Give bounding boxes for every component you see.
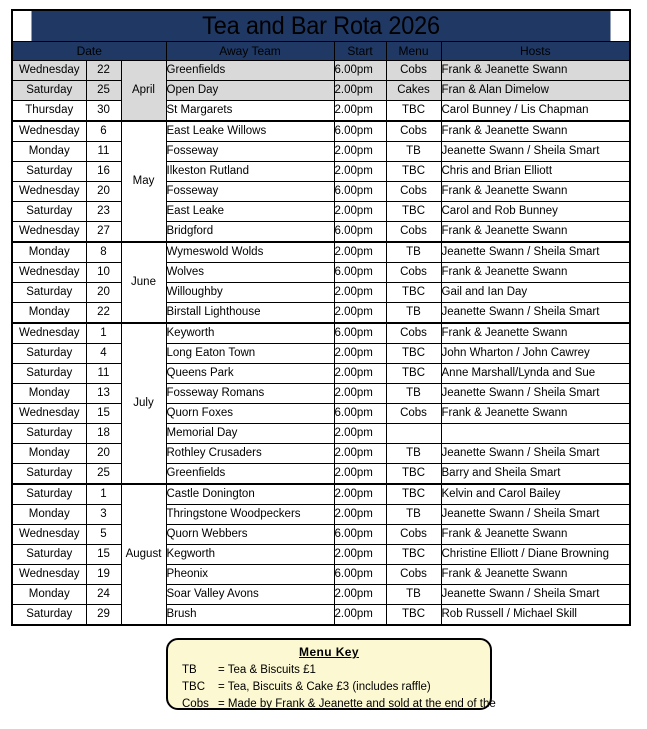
cell-start: 2.00pm <box>334 202 386 222</box>
cell-menu: Cobs <box>386 565 441 585</box>
table-row <box>12 424 630 444</box>
cell-start: 2.00pm <box>334 283 386 303</box>
cell-menu: TBC <box>386 162 441 182</box>
cell-menu: TBC <box>386 464 441 485</box>
menu-key-entry <box>168 679 490 696</box>
cell-hosts: Frank & Jeanette Swann <box>441 323 630 344</box>
cell-date: 18 <box>86 424 121 444</box>
cell-start: 2.00pm <box>334 384 386 404</box>
table-row <box>12 444 630 464</box>
table-row <box>12 222 630 243</box>
cell-menu: Cobs <box>386 404 441 424</box>
header-row <box>12 42 630 61</box>
table-row <box>12 81 630 101</box>
cell-date: 13 <box>86 384 121 404</box>
cell-date: 25 <box>86 81 121 101</box>
table-row <box>12 303 630 324</box>
cell-day: Wednesday <box>12 222 86 243</box>
cell-menu: TB <box>386 505 441 525</box>
menu-key-description: = Tea, Biscuits & Cake £3 (includes raffle) <box>218 681 431 693</box>
cell-hosts: Frank & Jeanette Swann <box>441 182 630 202</box>
cell-away-team: Castle Donington <box>166 484 334 505</box>
cell-day: Wednesday <box>12 121 86 142</box>
table-row <box>12 545 630 565</box>
cell-menu: Cobs <box>386 525 441 545</box>
cell-away-team: Greenfields <box>166 61 334 81</box>
cell-month: June <box>121 242 166 323</box>
cell-away-team: Quorn Foxes <box>166 404 334 424</box>
cell-away-team: Pheonix <box>166 565 334 585</box>
cell-day: Wednesday <box>12 565 86 585</box>
table-row <box>12 525 630 545</box>
cell-away-team: Greenfields <box>166 464 334 485</box>
cell-day: Wednesday <box>12 61 86 81</box>
cell-month: April <box>121 61 166 122</box>
cell-date: 27 <box>86 222 121 243</box>
cell-away-team: Open Day <box>166 81 334 101</box>
cell-month: July <box>121 323 166 484</box>
cell-date: 20 <box>86 182 121 202</box>
cell-hosts: Jeanette Swann / Sheila Smart <box>441 142 630 162</box>
cell-away-team: Birstall Lighthouse <box>166 303 334 324</box>
cell-hosts: Rob Russell / Michael Skill <box>441 605 630 626</box>
menu-key-description: = Made by Frank & Jeanette and sold at the end of the <box>218 698 496 710</box>
cell-hosts: John Wharton / John Cawrey <box>441 344 630 364</box>
table-row <box>12 404 630 424</box>
cell-hosts: Chris and Brian Elliott <box>441 162 630 182</box>
table-row <box>12 162 630 182</box>
cell-hosts: Frank & Jeanette Swann <box>441 222 630 243</box>
cell-hosts: Jeanette Swann / Sheila Smart <box>441 444 630 464</box>
cell-away-team: Brush <box>166 605 334 626</box>
cell-start: 6.00pm <box>334 565 386 585</box>
rota-container <box>11 9 629 626</box>
cell-hosts: Jeanette Swann / Sheila Smart <box>441 242 630 263</box>
table-row <box>12 605 630 626</box>
table-row <box>12 585 630 605</box>
cell-away-team: Kegworth <box>166 545 334 565</box>
cell-start: 2.00pm <box>334 484 386 505</box>
cell-menu: Cobs <box>386 222 441 243</box>
cell-date: 1 <box>86 323 121 344</box>
cell-hosts: Carol and Rob Bunney <box>441 202 630 222</box>
table-row <box>12 384 630 404</box>
cell-date: 22 <box>86 61 121 81</box>
cell-away-team: Quorn Webbers <box>166 525 334 545</box>
cell-day: Wednesday <box>12 404 86 424</box>
cell-date: 5 <box>86 525 121 545</box>
cell-date: 3 <box>86 505 121 525</box>
cell-away-team: Rothley Crusaders <box>166 444 334 464</box>
cell-hosts: Fran & Alan Dimelow <box>441 81 630 101</box>
cell-away-team: Long Eaton Town <box>166 344 334 364</box>
cell-date: 22 <box>86 303 121 324</box>
cell-start: 2.00pm <box>334 424 386 444</box>
cell-menu: TBC <box>386 101 441 122</box>
cell-hosts <box>441 424 630 444</box>
table-row <box>12 242 630 263</box>
table-row <box>12 484 630 505</box>
cell-start: 2.00pm <box>334 505 386 525</box>
cell-menu: TB <box>386 384 441 404</box>
cell-away-team: Wolves <box>166 263 334 283</box>
cell-date: 30 <box>86 101 121 122</box>
cell-menu: Cobs <box>386 61 441 81</box>
cell-day: Saturday <box>12 81 86 101</box>
rota-table <box>11 9 631 626</box>
cell-start: 6.00pm <box>334 263 386 283</box>
cell-day: Monday <box>12 142 86 162</box>
table-row <box>12 182 630 202</box>
cell-date: 8 <box>86 242 121 263</box>
cell-start: 6.00pm <box>334 525 386 545</box>
cell-date: 4 <box>86 344 121 364</box>
cell-day: Saturday <box>12 484 86 505</box>
cell-date: 6 <box>86 121 121 142</box>
cell-start: 2.00pm <box>334 344 386 364</box>
table-row <box>12 364 630 384</box>
cell-away-team: Keyworth <box>166 323 334 344</box>
cell-hosts: Frank & Jeanette Swann <box>441 121 630 142</box>
cell-start: 6.00pm <box>334 404 386 424</box>
cell-day: Saturday <box>12 464 86 485</box>
title-row <box>12 10 630 42</box>
cell-menu: TBC <box>386 484 441 505</box>
cell-menu: Cobs <box>386 121 441 142</box>
cell-start: 6.00pm <box>334 222 386 243</box>
cell-day: Monday <box>12 444 86 464</box>
cell-month: May <box>121 121 166 242</box>
column-header-start: Start <box>334 42 386 61</box>
cell-start: 2.00pm <box>334 101 386 122</box>
cell-start: 2.00pm <box>334 242 386 263</box>
column-header-hosts: Hosts <box>441 42 630 61</box>
cell-away-team: St Margarets <box>166 101 334 122</box>
cell-day: Thursday <box>12 101 86 122</box>
cell-day: Wednesday <box>12 525 86 545</box>
cell-away-team: Soar Valley Avons <box>166 585 334 605</box>
cell-start: 2.00pm <box>334 545 386 565</box>
cell-hosts: Jeanette Swann / Sheila Smart <box>441 505 630 525</box>
table-row <box>12 263 630 283</box>
cell-start: 2.00pm <box>334 81 386 101</box>
cell-hosts: Carol Bunney / Lis Chapman <box>441 101 630 122</box>
cell-start: 2.00pm <box>334 162 386 182</box>
cell-date: 15 <box>86 404 121 424</box>
cell-away-team: Wymeswold Wolds <box>166 242 334 263</box>
cell-hosts: Frank & Jeanette Swann <box>441 565 630 585</box>
cell-start: 2.00pm <box>334 444 386 464</box>
cell-away-team: East Leake Willows <box>166 121 334 142</box>
cell-date: 10 <box>86 263 121 283</box>
cell-date: 16 <box>86 162 121 182</box>
cell-date: 11 <box>86 364 121 384</box>
cell-hosts: Christine Elliott / Diane Browning <box>441 545 630 565</box>
table-row <box>12 505 630 525</box>
cell-hosts: Jeanette Swann / Sheila Smart <box>441 585 630 605</box>
page-title: Tea and Bar Rota 2026 <box>31 10 612 42</box>
cell-start: 6.00pm <box>334 121 386 142</box>
table-row <box>12 202 630 222</box>
cell-date: 19 <box>86 565 121 585</box>
cell-day: Saturday <box>12 424 86 444</box>
cell-away-team: Bridgford <box>166 222 334 243</box>
cell-away-team: Memorial Day <box>166 424 334 444</box>
cell-hosts: Gail and Ian Day <box>441 283 630 303</box>
cell-start: 2.00pm <box>334 464 386 485</box>
cell-day: Saturday <box>12 202 86 222</box>
cell-hosts: Anne Marshall/Lynda and Sue <box>441 364 630 384</box>
cell-month: August <box>121 484 166 625</box>
cell-day: Saturday <box>12 605 86 626</box>
column-header-date: Date <box>12 42 166 61</box>
cell-menu: TBC <box>386 202 441 222</box>
cell-menu: TBC <box>386 344 441 364</box>
menu-key-box <box>166 638 496 710</box>
cell-menu: Cakes <box>386 81 441 101</box>
cell-away-team: Queens Park <box>166 364 334 384</box>
cell-hosts: Kelvin and Carol Bailey <box>441 484 630 505</box>
cell-day: Monday <box>12 242 86 263</box>
cell-day: Monday <box>12 384 86 404</box>
menu-key-description: = Tea & Biscuits £1 <box>218 664 316 676</box>
cell-hosts: Frank & Jeanette Swann <box>441 525 630 545</box>
cell-day: Wednesday <box>12 323 86 344</box>
cell-date: 29 <box>86 605 121 626</box>
cell-day: Saturday <box>12 283 86 303</box>
menu-key-code: Cobs <box>182 698 209 710</box>
cell-menu: TB <box>386 585 441 605</box>
cell-date: 1 <box>86 484 121 505</box>
cell-menu: TB <box>386 444 441 464</box>
cell-date: 23 <box>86 202 121 222</box>
cell-start: 6.00pm <box>334 61 386 81</box>
cell-start: 2.00pm <box>334 142 386 162</box>
table-row <box>12 344 630 364</box>
table-row <box>12 565 630 585</box>
cell-date: 20 <box>86 444 121 464</box>
cell-date: 15 <box>86 545 121 565</box>
menu-key-title: Menu Key <box>299 645 359 659</box>
column-header-menu: Menu <box>386 42 441 61</box>
cell-hosts: Frank & Jeanette Swann <box>441 404 630 424</box>
cell-menu <box>386 424 441 444</box>
cell-menu: TB <box>386 303 441 324</box>
table-row <box>12 121 630 142</box>
column-header-away-team: Away Team <box>166 42 334 61</box>
cell-menu: Cobs <box>386 263 441 283</box>
cell-start: 2.00pm <box>334 364 386 384</box>
cell-day: Monday <box>12 585 86 605</box>
cell-hosts: Jeanette Swann / Sheila Smart <box>441 303 630 324</box>
cell-date: 11 <box>86 142 121 162</box>
cell-away-team: Fosseway <box>166 142 334 162</box>
cell-away-team: East Leake <box>166 202 334 222</box>
cell-date: 24 <box>86 585 121 605</box>
cell-day: Wednesday <box>12 263 86 283</box>
menu-key-code: TBC <box>182 681 205 693</box>
cell-away-team: Ilkeston Rutland <box>166 162 334 182</box>
table-row <box>12 101 630 122</box>
cell-day: Wednesday <box>12 182 86 202</box>
table-row <box>12 323 630 344</box>
cell-hosts: Frank & Jeanette Swann <box>441 263 630 283</box>
cell-start: 2.00pm <box>334 585 386 605</box>
cell-away-team: Fosseway Romans <box>166 384 334 404</box>
cell-start: 2.00pm <box>334 303 386 324</box>
cell-menu: TBC <box>386 605 441 626</box>
table-row <box>12 142 630 162</box>
cell-away-team: Fosseway <box>166 182 334 202</box>
cell-menu: TB <box>386 142 441 162</box>
cell-away-team: Willoughby <box>166 283 334 303</box>
cell-menu: TB <box>386 242 441 263</box>
cell-date: 25 <box>86 464 121 485</box>
cell-start: 2.00pm <box>334 605 386 626</box>
cell-menu: Cobs <box>386 182 441 202</box>
cell-hosts: Frank & Jeanette Swann <box>441 61 630 81</box>
cell-menu: TBC <box>386 283 441 303</box>
cell-day: Monday <box>12 505 86 525</box>
cell-menu: TBC <box>386 545 441 565</box>
cell-date: 20 <box>86 283 121 303</box>
cell-hosts: Barry and Sheila Smart <box>441 464 630 485</box>
table-row <box>12 464 630 485</box>
cell-menu: TBC <box>386 364 441 384</box>
cell-start: 6.00pm <box>334 182 386 202</box>
cell-hosts: Jeanette Swann / Sheila Smart <box>441 384 630 404</box>
cell-day: Monday <box>12 303 86 324</box>
menu-key-entry <box>168 662 490 679</box>
table-row <box>12 283 630 303</box>
cell-day: Saturday <box>12 162 86 182</box>
table-row <box>12 61 630 81</box>
menu-key-code: TB <box>182 664 197 676</box>
cell-menu: Cobs <box>386 323 441 344</box>
cell-day: Saturday <box>12 344 86 364</box>
menu-key-entry <box>168 696 496 713</box>
cell-day: Saturday <box>12 545 86 565</box>
cell-away-team: Thringstone Woodpeckers <box>166 505 334 525</box>
cell-day: Saturday <box>12 364 86 384</box>
cell-start: 6.00pm <box>334 323 386 344</box>
